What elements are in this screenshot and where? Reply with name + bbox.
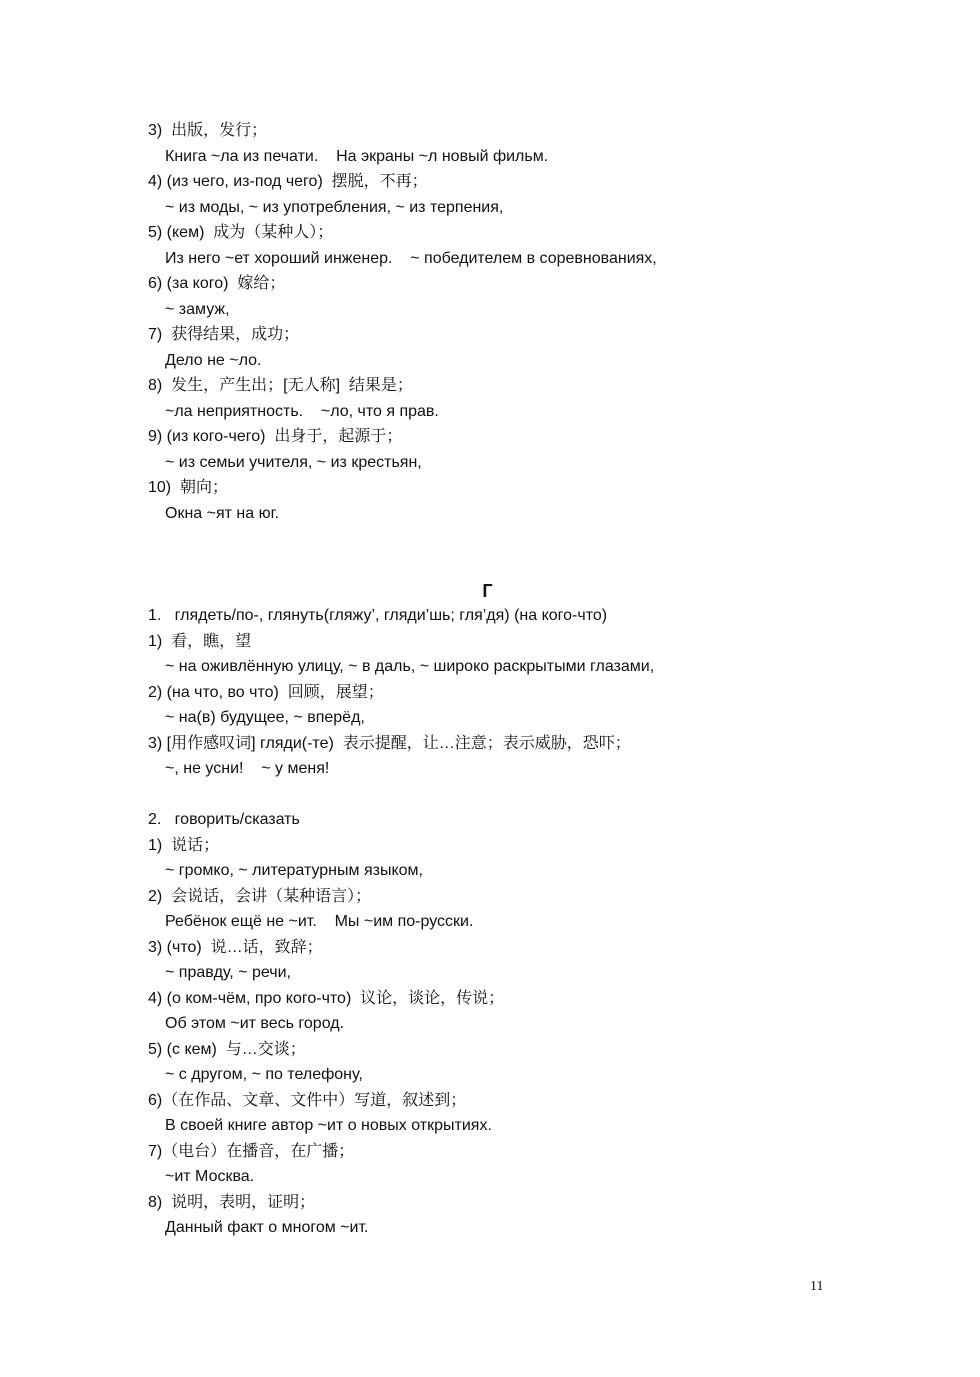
example-line: Из него ~ет хороший инженер. ~ победителем в соревнованиях, <box>165 250 657 267</box>
sense-line: 4) (о ком-чём, про кого-что) 议论，谈论，传说； <box>148 990 505 1007</box>
sense-line: 10) 朝向； <box>148 479 229 496</box>
page-number: 11 <box>810 1279 824 1294</box>
example-line: Дело не ~ло. <box>165 352 262 369</box>
sense-line: 8) 说明，表明，证明； <box>148 1194 316 1211</box>
example-line: ~, не усни! ~ у меня! <box>165 760 330 777</box>
example-line: ~ит Москва. <box>165 1168 255 1185</box>
sense-line: 9) (из кого-чего) 出身于，起源于； <box>148 428 403 445</box>
example-line: ~ на(в) будущее, ~ вперёд, <box>165 709 365 726</box>
example-line: ~ из семьи учителя, ~ из крестьян, <box>165 454 422 471</box>
sense-line: 6) (за кого) 嫁给； <box>148 275 286 292</box>
sense-line: 3) [用作感叹词] гляди(-те) 表示提醒，让…注意；表示威胁，恐吓； <box>148 735 631 752</box>
example-line: В своей книге автор ~ит о новых открытиях. <box>165 1117 492 1134</box>
entry-headword: 2. говорить/сказать <box>148 811 300 828</box>
sense-line: 2) 会说话，会讲（某种语言）； <box>148 888 372 905</box>
sense-line: 1) 看，瞧，望 <box>148 633 252 650</box>
letter-heading: Г <box>482 581 493 601</box>
sense-line: 6)（在作品、文章、文件中）写道，叙述到； <box>148 1092 467 1109</box>
sense-line: 4) (из чего, из-под чего) 摆脱，不再； <box>148 173 428 190</box>
sense-line: 5) (кем) 成为（某种人）； <box>148 224 334 241</box>
example-line: ~ правду, ~ речи, <box>165 964 291 981</box>
example-line: ~ на оживлённую улицу, ~ в даль, ~ широко раскрытыми глазами, <box>165 658 655 675</box>
example-line: ~ла неприятность. ~ло, что я прав. <box>165 403 439 420</box>
sense-line: 7) 获得结果，成功； <box>148 326 300 343</box>
sense-line: 3) 出版，发行； <box>148 122 268 139</box>
sense-line: 5) (с кем) 与…交谈； <box>148 1041 306 1058</box>
sense-line: 1) 说话； <box>148 837 220 854</box>
sense-line: 8) 发生，产生出；[无人称] 结果是； <box>148 377 413 394</box>
example-line: Книга ~ла из печати. На экраны ~л новый фильм. <box>165 148 549 165</box>
entry-headword: 1. глядеть/по-, глянуть(гляжу’, гляди’шь; гля’дя) (на кого-что) <box>148 607 608 624</box>
example-line: ~ с другом, ~ по телефону, <box>165 1066 363 1083</box>
example-line: ~ громко, ~ литературным языком, <box>165 862 423 879</box>
example-line: Окна ~ят на юг. <box>165 505 279 522</box>
example-line: ~ замуж, <box>165 301 230 318</box>
sense-line: 7)（电台）在播音，在广播； <box>148 1143 355 1160</box>
sense-line: 2) (на что, во что) 回顾，展望； <box>148 684 384 701</box>
example-line: ~ из моды, ~ из употребления, ~ из терпения, <box>165 199 504 216</box>
example-line: Ребёнок ещё не ~ит. Мы ~им по-русски. <box>165 913 474 930</box>
sense-line: 3) (что) 说…话，致辞； <box>148 939 323 956</box>
example-line: Данный факт о многом ~ит. <box>165 1219 369 1236</box>
example-line: Об этом ~ит весь город. <box>165 1015 345 1032</box>
